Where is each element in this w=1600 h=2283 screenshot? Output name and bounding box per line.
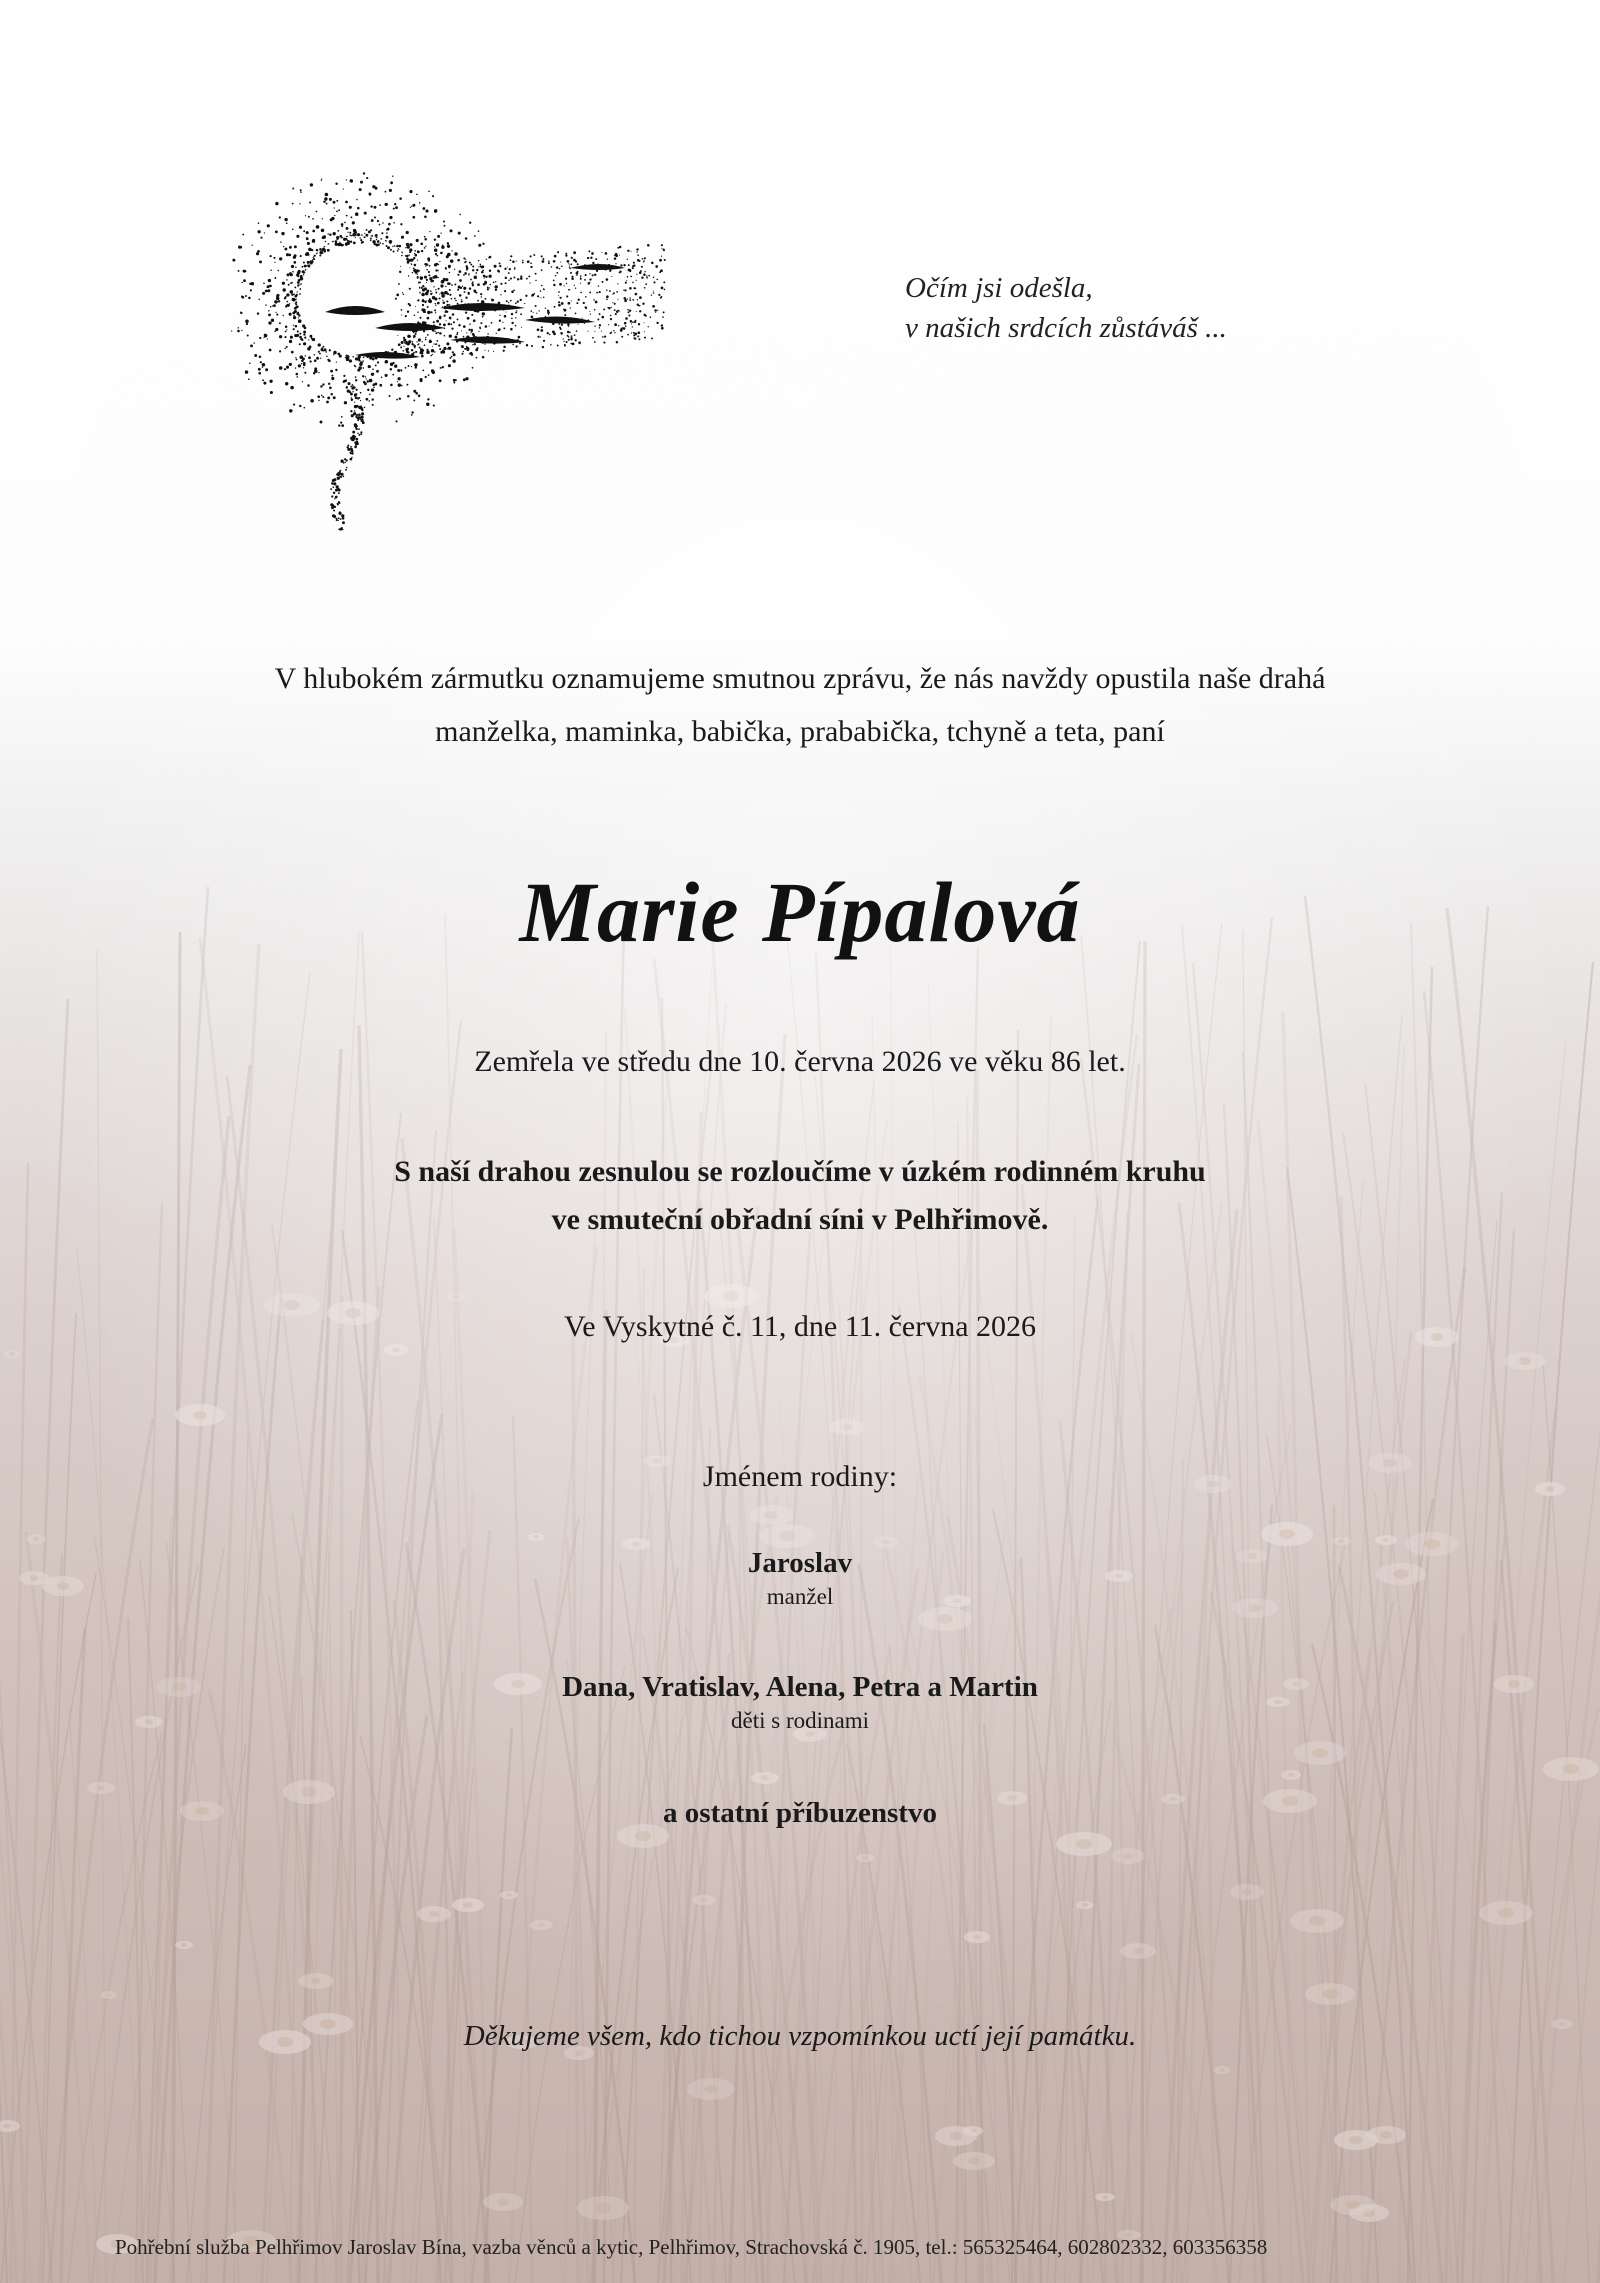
other-relatives: a ostatní příbuzenstvo: [663, 1797, 937, 1829]
farewell-line-1: S naší drahou zesnulou se rozloučíme v úzkém rodinném kruhu: [394, 1155, 1206, 1188]
intro-line-2: manželka, maminka, babička, prababička, tchyně a teta, paní: [435, 715, 1165, 748]
mourner-name: Dana, Vratislav, Alena, Petra a Martin: [562, 1671, 1038, 1703]
intro-line-1: V hlubokém zármutku oznamujeme smutnou zprávu, že nás navždy opustila naše drahá: [274, 662, 1326, 695]
motto: [905, 268, 1227, 348]
thanks-line: Děkujeme všem, kdo tichou vzpomínkou uctí její památku.: [463, 2020, 1137, 2052]
on-behalf-of-family: Jménem rodiny:: [702, 1460, 898, 1493]
motto-line-1: Očím jsi odešla,: [905, 272, 1093, 304]
place-and-date: Ve Vyskytné č. 11, dne 11. června 2026: [563, 1310, 1037, 1343]
announcement-intro: [100, 652, 1500, 758]
mourner-role: děti s rodinami: [731, 1708, 869, 1733]
mourner-role: manžel: [766, 1584, 834, 1609]
farewell-line-2: ve smuteční obřadní síni v Pelhřimově.: [551, 1203, 1049, 1236]
death-date-line: Zemřela ve středu dne 10. června 2026 ve věku 86 let.: [474, 1045, 1126, 1078]
mourner-husband: [100, 1547, 1500, 1610]
mourner-children: [100, 1671, 1500, 1734]
sunset-over-sea-dotted-icon: [225, 150, 685, 560]
funeral-service-footer: Pohřební služba Pelhřimov Jaroslav Bína, vazba věnců a kytic, Pelhřimov, Strachovská č. 1905, tel.: 565325464, 602802332, 603356358: [115, 2235, 1268, 2259]
farewell-info: [100, 1148, 1500, 1244]
deceased-name: Marie Pípalová: [519, 864, 1081, 960]
mourner-name: Jaroslav: [747, 1547, 853, 1579]
motto-line-2: v našich srdcích zůstáváš ...: [905, 312, 1227, 344]
